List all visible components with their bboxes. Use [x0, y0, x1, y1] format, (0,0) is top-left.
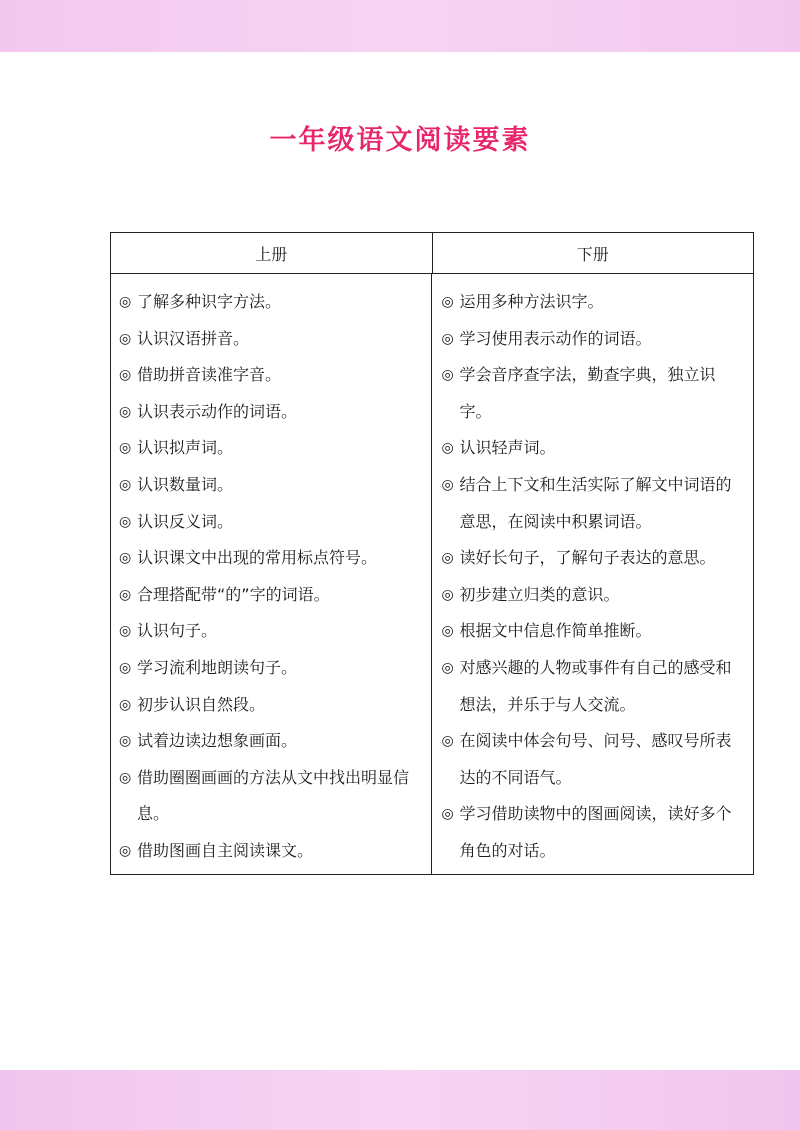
list-item-text: 学习借助读物中的图画阅读，读好多个角色的对话。 [459, 804, 732, 860]
list-item [119, 577, 431, 614]
lower-volume-column [432, 274, 754, 874]
list-item [442, 430, 754, 467]
list-item-text: 运用多种方法识字。 [459, 292, 604, 311]
list-item [119, 430, 431, 467]
bullet-circle-icon: ◎ [119, 659, 132, 676]
list-item [442, 321, 754, 358]
bullet-circle-icon: ◎ [119, 476, 132, 493]
list-item [119, 540, 431, 577]
list-item [442, 613, 754, 650]
bullet-circle-icon: ◎ [119, 403, 132, 420]
list-item-text: 认识课文中出现的常用标点符号。 [137, 548, 378, 568]
list-item [119, 687, 431, 724]
list-item [442, 284, 754, 321]
list-item-text: 合理搭配带“的”字的词语。 [137, 584, 330, 604]
bullet-circle-icon: ◎ [119, 842, 132, 859]
list-item-text: 认识反义词。 [137, 511, 234, 531]
table-header-row [111, 233, 753, 274]
bullet-circle-icon: ◎ [119, 550, 132, 567]
list-item [442, 357, 754, 430]
list-item-text: 结合上下文和生活实际了解文中词语的意思，在阅读中积累词语。 [459, 474, 732, 531]
list-item-text: 根据文中信息作简单推断。 [459, 621, 652, 641]
bullet-circle-icon: ◎ [119, 696, 132, 713]
list-item-text: 初步建立归类的意识。 [459, 584, 620, 604]
list-item-text: 认识句子。 [137, 621, 218, 641]
bullet-circle-icon: ◎ [119, 513, 132, 530]
bullet-circle-icon: ◎ [119, 294, 132, 310]
list-item-text: 认识表示动作的词语。 [137, 401, 298, 421]
list-item [119, 321, 431, 358]
bullet-circle-icon: ◎ [441, 623, 454, 640]
page-title: 一年级语文阅读要素 [269, 125, 531, 156]
list-item [119, 723, 431, 760]
list-item-text: 认识轻声词。 [459, 438, 556, 458]
bullet-circle-icon: ◎ [119, 440, 132, 457]
bullet-circle-icon: ◎ [119, 330, 132, 347]
table-body [111, 274, 753, 874]
list-item-text: 读好长句子，了解句子表达的意思。 [459, 548, 716, 568]
list-item-text: 借助圈圈画画的方法从文中找出明显信息。 [137, 767, 410, 824]
list-item [119, 467, 431, 504]
bullet-circle-icon: ◎ [441, 806, 454, 823]
list-item [442, 650, 754, 723]
list-item-text: 试着边读边想象画面。 [137, 731, 298, 751]
list-item-text: 认识汉语拼音。 [137, 328, 250, 348]
list-item [442, 467, 754, 540]
top-decorative-band [0, 0, 800, 52]
bullet-circle-icon: ◎ [441, 586, 454, 603]
list-item-text: 初步认识自然段。 [137, 694, 266, 714]
list-item [442, 540, 754, 577]
list-item [442, 577, 754, 614]
bullet-circle-icon: ◎ [441, 550, 454, 567]
bullet-circle-icon: ◎ [119, 367, 132, 384]
list-item-text: 学习流利地朗读句子。 [137, 657, 298, 677]
list-item-text: 了解多种识字方法。 [137, 292, 282, 311]
list-item-text: 对感兴趣的人物或事件有自己的感受和想法，并乐于与人交流。 [459, 657, 732, 714]
bottom-decorative-band [0, 1070, 800, 1130]
list-item-text: 在阅读中体会句号、问号、感叹号所表达的不同语气。 [459, 731, 732, 787]
bullet-circle-icon: ◎ [441, 367, 454, 384]
list-item [119, 760, 431, 833]
list-item-text: 学会音序查字法，勤查字典，独立识字。 [459, 365, 716, 421]
bullet-circle-icon: ◎ [441, 733, 454, 750]
bullet-circle-icon: ◎ [441, 476, 454, 493]
list-item [119, 284, 431, 321]
bullet-circle-icon: ◎ [119, 586, 132, 603]
bullet-circle-icon: ◎ [119, 623, 132, 640]
header-upper-volume: 上册 [111, 233, 433, 273]
list-item [442, 723, 754, 796]
list-item-text: 认识数量词。 [137, 474, 234, 494]
bullet-circle-icon: ◎ [441, 294, 454, 310]
list-item [119, 394, 431, 431]
bullet-circle-icon: ◎ [441, 330, 454, 347]
header-lower-volume: 下册 [576, 244, 609, 264]
list-item [119, 613, 431, 650]
upper-volume-column [111, 274, 432, 874]
bullet-circle-icon: ◎ [119, 733, 132, 750]
list-item [119, 650, 431, 687]
bullet-circle-icon: ◎ [441, 440, 454, 457]
bullet-circle-icon: ◎ [441, 659, 454, 676]
list-item [119, 357, 431, 394]
list-item [442, 796, 754, 869]
list-item-text: 借助拼音读准字音。 [137, 365, 282, 385]
list-item [119, 504, 431, 541]
list-item-text: 认识拟声词。 [137, 438, 234, 458]
bullet-circle-icon: ◎ [119, 769, 132, 786]
reading-elements-table [110, 232, 754, 875]
list-item-text: 借助图画自主阅读课文。 [137, 840, 314, 860]
list-item-text: 学习使用表示动作的词语。 [459, 328, 652, 348]
list-item [119, 833, 431, 870]
